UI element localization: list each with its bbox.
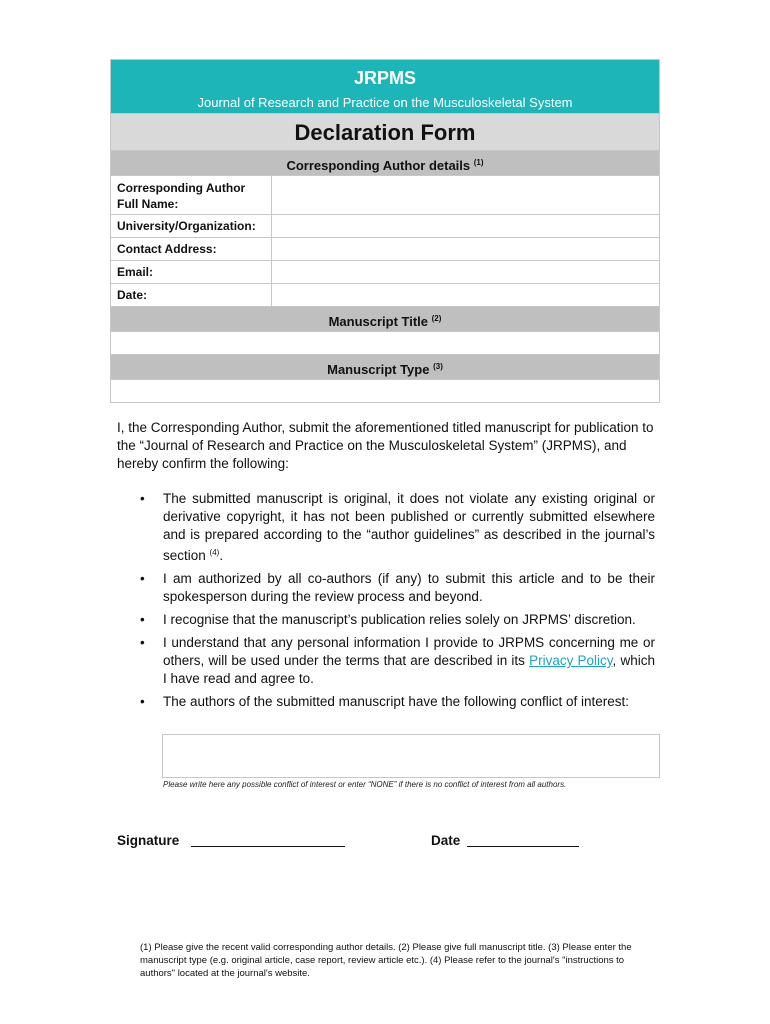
manuscript-type-heading-text: Manuscript Type <box>327 362 430 377</box>
list-item <box>140 634 655 688</box>
list-item <box>140 611 655 629</box>
journal-name: Journal of Research and Practice on the Musculoskeletal System <box>197 95 573 110</box>
bullet-icon: • <box>140 694 145 709</box>
list-item <box>140 490 655 565</box>
list-item <box>140 693 655 711</box>
manuscript-title-note: (2) <box>431 314 442 323</box>
email-input[interactable] <box>272 261 659 283</box>
conflict-of-interest-hint: Please write here any possible conflict of interest or enter “NONE” if there is no conflict of interest from all authors. <box>163 780 567 789</box>
date-input[interactable] <box>272 284 659 306</box>
bullet-1-note: (4) <box>209 548 220 557</box>
date-label: Date: <box>111 284 272 306</box>
bullet-1-text: The submitted manuscript is original, it does not violate any existing original or derivative copyright, it has not been published or currently submitted elsewhere and is prepared according to the “author guidelines” as described in the journal’s section <box>163 491 655 563</box>
bullet-icon: • <box>140 491 145 506</box>
signature-line[interactable] <box>191 846 345 847</box>
date-signature-field <box>431 833 579 848</box>
conflict-of-interest-input[interactable] <box>162 734 660 778</box>
organization-row <box>111 214 659 237</box>
organization-label: University/Organization: <box>111 215 272 237</box>
manuscript-title-input[interactable] <box>111 331 659 354</box>
full-name-row <box>111 175 659 214</box>
bullet-4-text: I understand that any personal information I provide to JRPMS concerning me or others, will be used under the terms that are described in its <box>163 635 655 668</box>
bullet-3-text: I recognise that the manuscript’s publication relies solely on JRPMS’ discretion. <box>163 612 636 627</box>
bullet-1-end: . <box>219 548 224 563</box>
declaration-form-table <box>110 59 660 403</box>
bullet-icon: • <box>140 635 145 650</box>
declaration-intro: I, the Corresponding Author, submit the aforementioned titled manuscript for publication to the “Journal of Research and Practice on the Musculoskeletal System” (JRPMS), and hereby confirm the following: <box>117 420 654 471</box>
author-details-heading-text: Corresponding Author details <box>286 158 471 173</box>
date-row <box>111 283 659 306</box>
journal-banner <box>111 60 659 113</box>
author-details-heading <box>111 150 659 175</box>
manuscript-title-heading <box>111 306 659 331</box>
full-name-label: Corresponding Author Full Name: <box>111 176 272 214</box>
manuscript-type-note: (3) <box>433 362 443 371</box>
author-details-note: (1) <box>473 158 484 167</box>
contact-address-row <box>111 237 659 260</box>
signature-field <box>117 833 345 848</box>
footnotes: (1) Please give the recent valid corresponding author details. (2) Please give full manuscript title. (3) Please enter the manuscript type (e.g. original article, case report, review article etc.). (4) Please refer to the journal's "instructions to authors" located at the journal's website. <box>140 942 632 979</box>
declaration-list <box>140 490 655 716</box>
bullet-icon: • <box>140 571 145 586</box>
manuscript-type-input[interactable] <box>111 379 659 402</box>
bullet-5-text: The authors of the submitted manuscript have the following conflict of interest: <box>163 694 629 709</box>
form-title: Declaration Form <box>111 113 659 150</box>
date-line[interactable] <box>467 846 579 847</box>
journal-abbrev: JRPMS <box>353 68 416 88</box>
contact-address-input[interactable] <box>272 238 659 260</box>
date-signature-label: Date <box>431 833 461 848</box>
manuscript-title-heading-text: Manuscript Title <box>328 314 429 329</box>
signature-label: Signature <box>117 833 180 848</box>
bullet-icon: • <box>140 612 145 627</box>
contact-address-label: Contact Address: <box>111 238 272 260</box>
email-row <box>111 260 659 283</box>
bullet-4-end: , which I have read and agree to. <box>163 653 655 686</box>
privacy-policy-link[interactable]: Privacy Policy <box>529 653 613 668</box>
bullet-2-text: I am authorized by all co-authors (if any) to submit this article and to be their spokesperson during the review process and beyond. <box>163 571 655 604</box>
organization-input[interactable] <box>272 215 659 237</box>
full-name-input[interactable] <box>272 176 659 214</box>
email-label: Email: <box>111 261 272 283</box>
manuscript-type-heading <box>111 354 659 379</box>
list-item <box>140 570 655 606</box>
